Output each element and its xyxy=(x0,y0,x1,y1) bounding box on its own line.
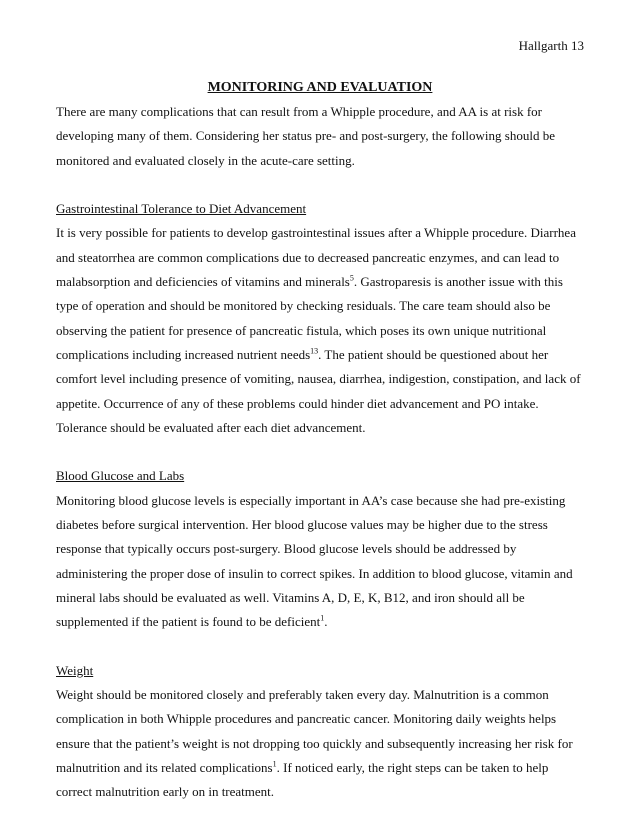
citation-ref: 13 xyxy=(310,346,319,356)
paragraph-weight xyxy=(56,683,584,804)
heading-weight: Weight xyxy=(56,662,94,678)
paragraph-blood-glucose xyxy=(56,489,584,635)
heading-gi-tolerance: Gastrointestinal Tolerance to Diet Advancement xyxy=(56,201,307,217)
glucose-text-part-2: . xyxy=(324,614,328,630)
weight-text-part-2: . If noticed early, the right steps can be taken to help correct malnutrition early on in treatment. xyxy=(56,760,549,800)
section-title: MONITORING AND EVALUATION xyxy=(207,80,433,95)
gi-text-part-1: It is very possible for patients to develop gastrointestinal issues after a Whipple procedure. Diarrhea and steatorrhea are common complications due to decreased pancreatic enzymes, and can lead to malabsorption and deficiencies of vitamins and minerals xyxy=(56,225,576,290)
gi-text-part-3: . The patient should be questioned about her comfort level including presence of vomiting, nausea, diarrhea, indigestion, constipation, and lack of appetite. Occurrence of any of these problems could hinder diet advancement and PO intake. Tolerance should be evaluated after each diet advancement. xyxy=(56,346,581,435)
gi-text-part-2: . Gastroparesis is another issue with this type of operation and should be monitored by checking residuals. The care team should also be observing the patient for presence of pancreatic fistula, which poses its own unique nutritional complications including increased nutrient needs xyxy=(56,274,563,362)
paragraph-gi-tolerance xyxy=(56,221,584,440)
citation-ref: 1 xyxy=(272,759,277,769)
citation-ref: 5 xyxy=(349,273,354,283)
heading-blood-glucose: Blood Glucose and Labs xyxy=(56,468,185,484)
intro-paragraph: There are many complications that can result from a Whipple procedure, and AA is at risk for developing many of them. Considering her status pre- and post-surgery, the following should be monitored and evaluated closely in the acute-care setting. xyxy=(56,104,555,168)
citation-ref: 1 xyxy=(320,613,325,623)
weight-text-part-1: Weight should be monitored closely and preferably taken every day. Malnutrition is a common complication in both Whipple procedures and pancreatic cancer. Monitoring daily weights helps ensure that the patient’s weight is not dropping too quickly and subsequently increasing her risk for malnutrition and its related complications xyxy=(56,687,573,776)
running-head: Hallgarth 13 xyxy=(518,38,584,53)
document-body xyxy=(56,76,584,805)
glucose-text-part-1: Monitoring blood glucose levels is especially important in AA’s case because she had pre-existing diabetes before surgical intervention. Her blood glucose values may be higher due to the stress response that typically occurs post-surgery. Blood glucose levels should be addressed by administering the proper dose of insulin to correct spikes. In addition to blood glucose, vitamin and mineral labs should be evaluated as well. Vitamins A, D, E, K, B12, and iron should all be supplemented if the patient is found to be deficient xyxy=(56,492,573,630)
